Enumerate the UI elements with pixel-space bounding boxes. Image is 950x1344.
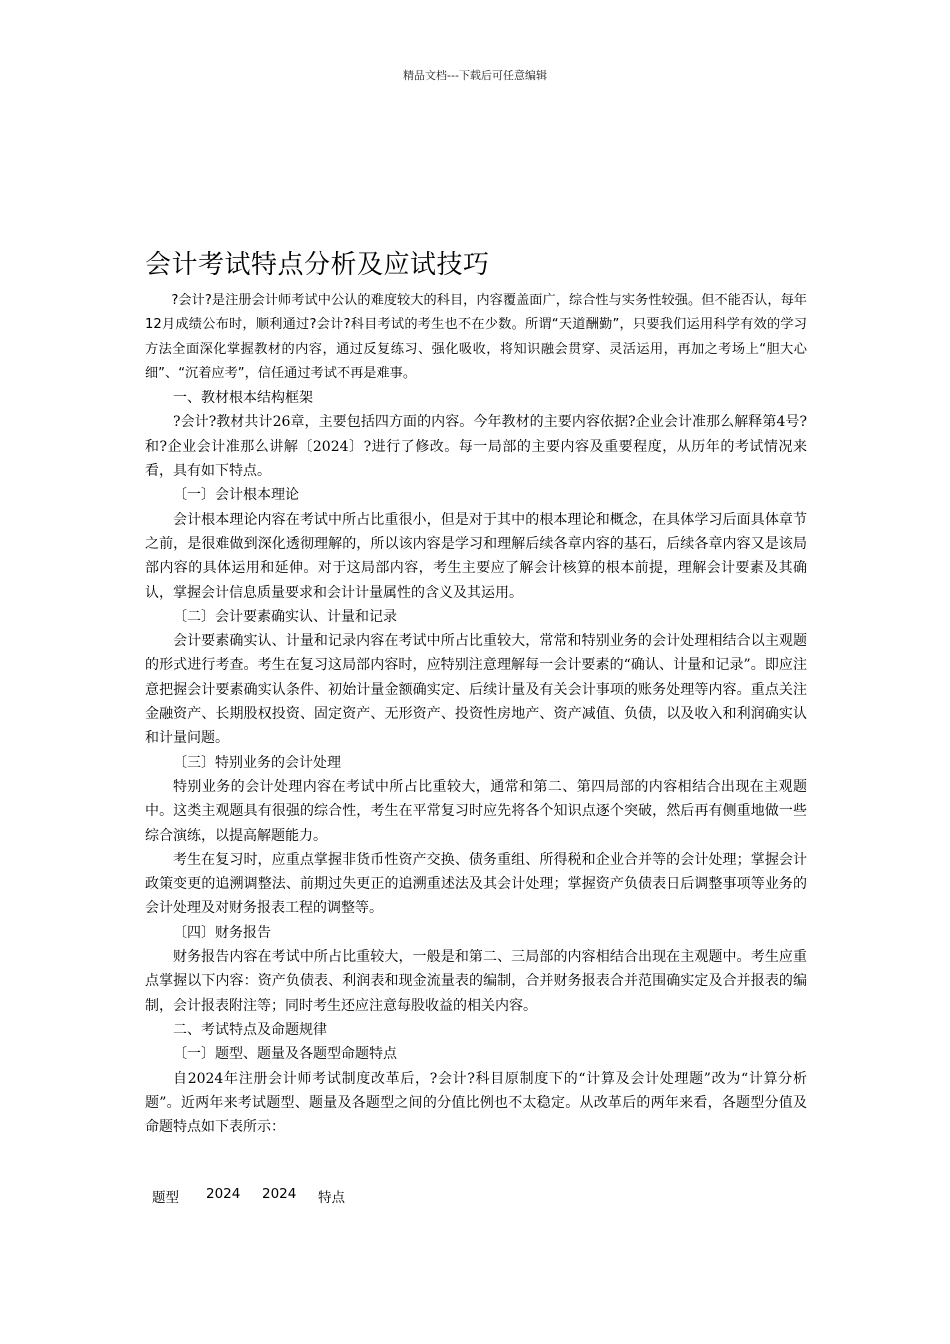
intro-paragraph: ?会计?是注册会计师考试中公认的难度较大的科目，内容覆盖面广，综合性与实务性较强。但不能否认，每年12月成绩公布时，顺利通过?会计?科目考试的考生也不在少数。所谓“天道酬勤”，只要我们运用科学有效的学习方法全面深化掌握教材的内容，通过反复练习、强化吸收，将知识融会贯穿、灵活运用，再加之考场上“胆大心细”、“沉着应考”，信任通过考试不再是难事。 — [145, 293, 807, 381]
subsection-heading: 〔二〕会计要素确实认、计量和记录 — [173, 608, 397, 625]
table-header-cell: 题型 — [152, 1190, 179, 1206]
subsection-heading: 〔四〕财务报告 — [173, 924, 271, 941]
section-heading: 二、考试特点及命题规律 — [173, 1021, 327, 1038]
table-header-row — [152, 1186, 345, 1206]
subsection-paragraph: 特别业务的会计处理内容在考试中所占比重较大，通常和第二、第四局部的内容相结合出现在主观题中。这类主观题具有很强的综合性，考生在平常复习时应先将各个知识点逐个突破，然后再有侧重地做一些综合演练，以提高解题能力。 — [145, 778, 807, 844]
subsection-heading: 〔一〕会计根本理论 — [173, 487, 299, 504]
table-header-cell: 2024 — [206, 1186, 241, 1202]
subsection-paragraph: 会计要素确实认、计量和记录内容在考试中所占比重较大，常常和特别业务的会计处理相结合以主观题的形式进行考查。考生在复习这局部内容时，应特别注意理解每一会计要素的“确认、计量和记录”。即应注意把握会计要素确实认条件、初始计量金额确实定、后续计量及有关会计事项的账务处理等内容。重点关注金融资产、长期股权投资、固定资产、无形资产、投资性房地产、资产减值、负债，以及收入和利润确实认和计量问题。 — [145, 633, 807, 747]
subsection-paragraph: 自2024年注册会计师考试制度改革后，?会计?科目原制度下的“计算及会计处理题”改为“计算分析题”。近两年来考试题型、题量及各题型之间的分值比例也不太稳定。从改革后的两年来看，各题型分值及命题特点如下表所示： — [145, 1070, 807, 1136]
subsection-paragraph: 财务报告内容在考试中所占比重较大，一般是和第二、三局部的内容相结合出现在主观题中。考生应重点掌握以下内容：资产负债表、利润表和现金流量表的编制，合并财务报表合并范围确实定及合并报表的编制，会计报表附注等；同时考生还应注意每股收益的相关内容。 — [145, 949, 807, 1014]
table-header-cell: 特点 — [318, 1190, 345, 1206]
page-header: 精品文档---下载后可任意编辑 — [403, 69, 547, 82]
subsection-paragraph: 考生在复习时，应重点掌握非货币性资产交换、债务重组、所得税和企业合并等的会计处理；掌握会计政策变更的追溯调整法、前期过失更正的追溯重述法及其会计处理；掌握资产负债表日后调整事项等业务的会计处理及对财务报表工程的调整等。 — [145, 851, 807, 917]
subsection-heading: 〔三〕特别业务的会计处理 — [173, 754, 341, 771]
section-heading: 一、教材根本结构框架 — [173, 390, 313, 407]
section-paragraph: ?会计?教材共计26章，主要包括四方面的内容。今年教材的主要内容依据?企业会计准那么解释第4号?和?企业会计准那么讲解〔2024〕?进行了修改。每一局部的主要内容及重要程度，从历年的考试情况来看，具有如下特点。 — [145, 414, 807, 480]
table-header-cell: 2024 — [262, 1186, 297, 1202]
document-title: 会计考试特点分析及应试技巧 — [145, 250, 490, 280]
subsection-paragraph: 会计根本理论内容在考试中所占比重很小，但是对于其中的根本理论和概念，在具体学习后面具体章节之前，是很难做到深化透彻理解的，所以该内容是学习和理解后续各章内容的基石，后续各章内容又是该局部内容的具体运用和延伸。对于这局部内容，考生主要应了解会计核算的根本前提，理解会计要素及其确认，掌握会计信息质量要求和会计计量属性的含义及其运用。 — [145, 511, 807, 601]
subsection-heading: 〔一〕题型、题量及各题型命题特点 — [173, 1046, 397, 1063]
document-body — [145, 289, 807, 1139]
